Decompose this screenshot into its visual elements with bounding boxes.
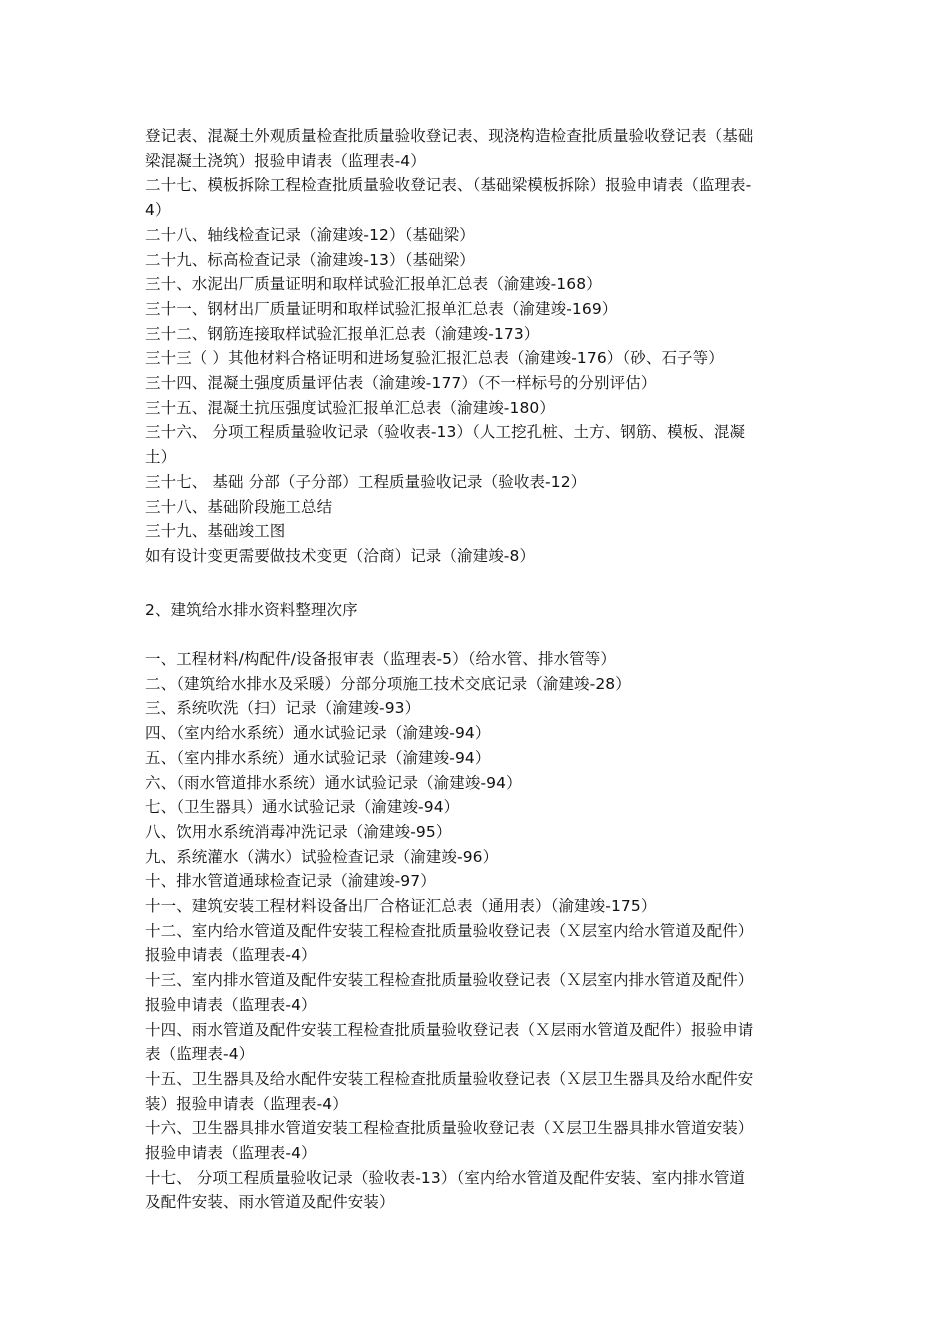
text-line: 三十七、 基础 分部（子分部）工程质量验收记录（验收表-12） [145,472,587,491]
text-line: 三十八、基础阶段施工总结 [145,497,333,516]
text-line: 报验申请表（监理表-4） [145,995,317,1014]
text-line: 三十、水泥出厂质量证明和取样试验汇报单汇总表（渝建竣-168） [145,275,602,294]
text-line: 梁混凝土浇筑）报验申请表（监理表-4） [145,151,426,170]
text-line: 二十七、模板拆除工程检查批质量验收登记表、（基础梁模板拆除）报验申请表（监理表- [145,176,752,195]
text-line: 二十八、轴线检查记录（渝建竣-12）（基础梁） [145,225,475,244]
text-line: 三、系统吹洗（扫）记录（渝建竣-93） [145,699,421,718]
text-line: 三十二、钢筋连接取样试验汇报单汇总表（渝建竣-173） [145,324,540,343]
section1-text [145,124,815,569]
text-line: 三十九、基础竣工图 [145,522,286,541]
section2-heading-block [145,598,815,623]
text-line: 六、（雨水管道排水系统）通水试验记录（渝建竣-94） [145,773,522,792]
text-line: 土） [145,448,177,467]
text-line: 一、工程材料/构配件/设备报审表（监理表-5）（给水管、排水管等） [145,650,616,668]
text-line: 登记表、混凝土外观质量检查批质量验收登记表、现浇构造检查批质量验收登记表（基础 [145,127,754,145]
section2-text [145,647,815,1215]
text-line: 报验申请表（监理表-4） [145,946,317,965]
text-line: 三十一、钢材出厂质量证明和取样试验汇报单汇总表（渝建竣-169） [145,299,618,318]
text-line: 十三、室内排水管道及配件安装工程检查批质量验收登记表（Ｘ层室内排水管道及配件） [145,971,754,990]
text-line: 十七、 分项工程质量验收记录（验收表-13）（室内给水管道及配件安装、室内排水管道 [145,1168,746,1187]
text-line: 十二、室内给水管道及配件安装工程检查批质量验收登记表（Ｘ层室内给水管道及配件） [145,921,754,940]
text-line: 十四、雨水管道及配件安装工程检查批质量验收登记表（Ｘ层雨水管道及配件）报验申请 [145,1020,754,1039]
text-line: 九、系统灌水（满水）试验检查记录（渝建竣-96） [145,847,499,866]
text-line: 三十四、混凝土强度质量评估表（渝建竣-177）（不一样标号的分别评估） [145,374,657,393]
text-line: 报验申请表（监理表-4） [145,1144,317,1163]
text-line: 三十五、混凝土抗压强度试验汇报单汇总表（渝建竣-180） [145,398,555,417]
text-line: 二十九、标高检查记录（渝建竣-13）（基础梁） [145,250,475,269]
text-line: 十五、卫生器具及给水配件安装工程检查批质量验收登记表（Ｘ层卫生器具及给水配件安 [145,1069,754,1088]
text-line: 装）报验申请表（监理表-4） [145,1094,348,1113]
text-line: 表（监理表-4） [145,1045,255,1064]
text-line: 及配件安装、雨水管道及配件安装） [145,1193,395,1212]
text-line: 十、排水管道通球检查记录（渝建竣-97） [145,872,436,891]
text-line: 三十三（ ）其他材料合格证明和进场复验汇报汇总表（渝建竣-176）（砂、石子等） [145,349,724,368]
text-line: 三十六、 分项工程质量验收记录（验收表-13）（人工挖孔桩、土方、钢筋、模板、混凝 [145,423,746,442]
text-line: 八、饮用水系统消毒冲洗记录（渝建竣-95） [145,822,452,841]
text-line: 二、（建筑给水排水及采暖）分部分项施工技术交底记录（渝建竣-28） [145,674,631,693]
text-line: 五、（室内排水系统）通水试验记录（渝建竣-94） [145,748,491,767]
text-line: 如有设计变更需要做技术变更（洽商）记录（渝建竣-8） [145,546,536,565]
text-line: 十六、卫生器具排水管道安装工程检查批质量验收登记表（Ｘ层卫生器具排水管道安装） [145,1119,754,1138]
text-line: 四、（室内给水系统）通水试验记录（渝建竣-94） [145,724,491,743]
text-line: 七、（卫生器具）通水试验记录（渝建竣-94） [145,798,460,817]
text-line: 4） [145,201,171,220]
section-heading: 2、建筑给水排水资料整理次序 [145,601,358,619]
text-line: 十一、建筑安装工程材料设备出厂合格证汇总表（通用表）（渝建竣-175） [145,897,657,916]
